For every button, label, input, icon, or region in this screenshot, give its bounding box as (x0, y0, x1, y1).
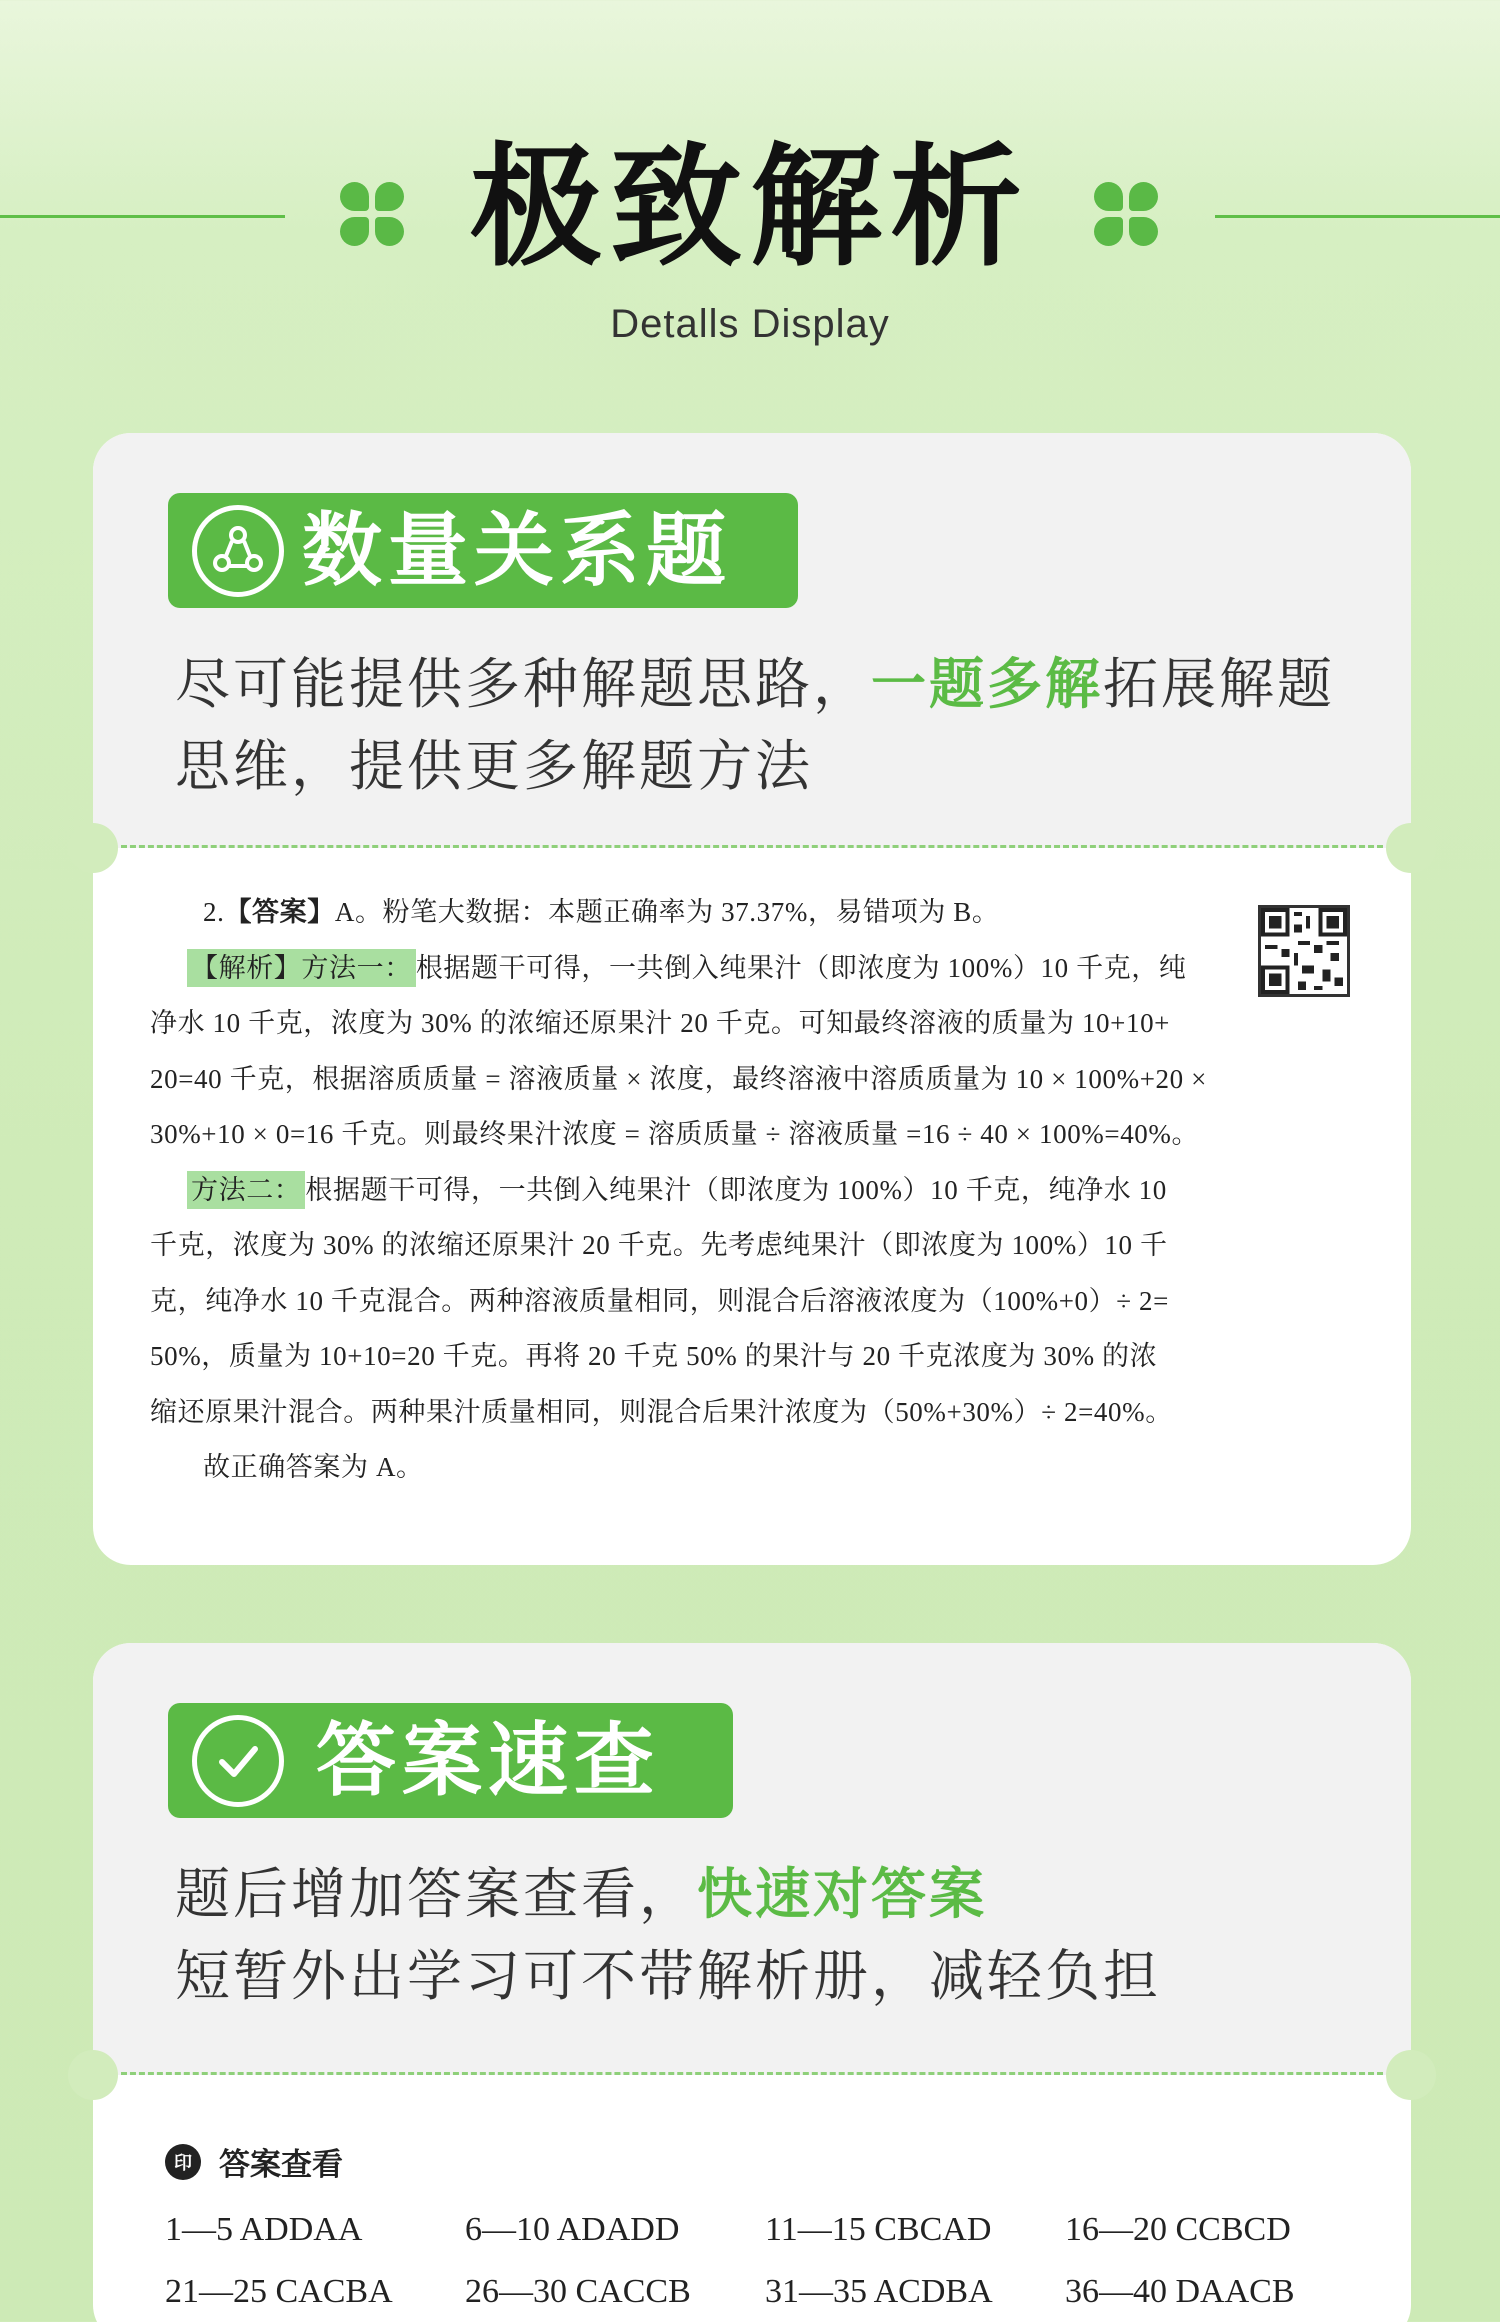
doc-line: 千克，浓度为 30% 的浓缩还原果汁 20 千克。先考虑纯果汁（即浓度为 100%）10 千 (150, 1230, 1168, 1260)
header (0, 0, 1500, 380)
badge-label: 数量关系题 (302, 503, 732, 597)
card-header (93, 1643, 1411, 2075)
method2-tag: 方法二： (187, 1171, 305, 1209)
doc-line: 根据题干可得，一共倒入纯果汁（即浓度为 100%）10 千克，纯 (415, 952, 1187, 983)
desc-text: 题后增加答案查看， (175, 1862, 698, 1926)
answer-item: 1—5 ADDAA (165, 2211, 363, 2248)
doc-line: 30%+10 × 0=16 千克。则最终果汁浓度 = 溶质质量 ÷ 溶液质量 =16 ÷ 40 × 100%=40%。 (150, 1119, 1200, 1149)
clover-right-icon (1094, 182, 1160, 248)
section-description (175, 643, 1371, 807)
dashed-divider (121, 845, 1383, 848)
answer-item: 16—20 CCBCD (1065, 2211, 1291, 2248)
card-answer-check (93, 1643, 1411, 2322)
desc-text: 短暂外出学习可不带解析册，减轻负担 (175, 1944, 1162, 2008)
answer-item: 21—25 CACBA (165, 2273, 393, 2310)
section-description (175, 1853, 1371, 2017)
dashed-divider (121, 2072, 1383, 2075)
doc-line: 50%，质量为 10+10=20 千克。再将 20 千克 50% 的果汁与 20 千克浓度为 30% 的浓 (150, 1341, 1158, 1371)
ticket-notch-right (1386, 2050, 1436, 2100)
question-number: 2. (203, 897, 225, 927)
divider-right (1215, 215, 1500, 218)
doc-line: 20=40 千克，根据溶质质量 = 溶液质量 × 浓度，最终溶液中溶质质量为 10 × 100%+20 × (150, 1063, 1207, 1094)
solution-text (150, 885, 1207, 1496)
page-subtitle: Detalls Display (610, 302, 890, 346)
badge-label: 答案速查 (316, 1713, 660, 1807)
answer-item: 26—30 CACCB (465, 2273, 691, 2310)
doc-line: 故正确答案为 A。 (203, 1452, 424, 1482)
desc-text: 思维，提供更多解题方法 (175, 734, 814, 798)
answer-item: 11—15 CBCAD (765, 2211, 992, 2248)
ticket-notch-left (68, 823, 118, 873)
answer-item: 6—10 ADADD (465, 2211, 680, 2248)
answers-title: 答案查看 (219, 2147, 343, 2183)
ticket-notch-left (68, 2050, 118, 2100)
section-badge (168, 493, 798, 608)
doc-line: 根据题干可得，一共倒入纯果汁（即浓度为 100%）10 千克，纯净水 10 (305, 1174, 1167, 1205)
ticket-notch-right (1386, 823, 1436, 873)
desc-text: 拓展解题 (1103, 652, 1336, 716)
card-number-relations (93, 433, 1411, 1565)
doc-line: 缩还原果汁混合。两种果汁质量相同，则混合后果汁浓度为（50%+30%）÷ 2=40%。 (150, 1396, 1173, 1427)
analysis-tag: 【解析】方法一： (187, 949, 416, 987)
desc-highlight: 一题多解 (871, 652, 1104, 716)
answer-text: A。粉笔大数据：本题正确率为 37.37%，易错项为 B。 (334, 897, 1000, 927)
checkmark-circle-icon (192, 1715, 284, 1807)
answer-tag: 【答案】 (224, 897, 335, 927)
answer-item: 36—40 DAACB (1065, 2273, 1295, 2310)
section-badge (168, 1703, 733, 1818)
answer-view-icon: 印 (165, 2144, 201, 2180)
page-title: 极致解析 (470, 131, 1030, 285)
doc-line: 克，纯净水 10 千克混合。两种溶液质量相同，则混合后溶液浓度为（100%+0）÷ 2= (150, 1285, 1169, 1316)
qr-code-icon[interactable] (1258, 905, 1350, 997)
share-circle-icon (192, 505, 284, 597)
card-header (93, 433, 1411, 848)
answers-heading (165, 2139, 343, 2184)
desc-highlight: 快速对答案 (697, 1862, 988, 1926)
desc-text: 尽可能提供多种解题思路， (175, 652, 872, 716)
answer-item: 31—35 ACDBA (765, 2273, 993, 2310)
doc-line: 净水 10 千克，浓度为 30% 的浓缩还原果汁 20 千克。可知最终溶液的质量为 10+10+ (150, 1008, 1170, 1038)
